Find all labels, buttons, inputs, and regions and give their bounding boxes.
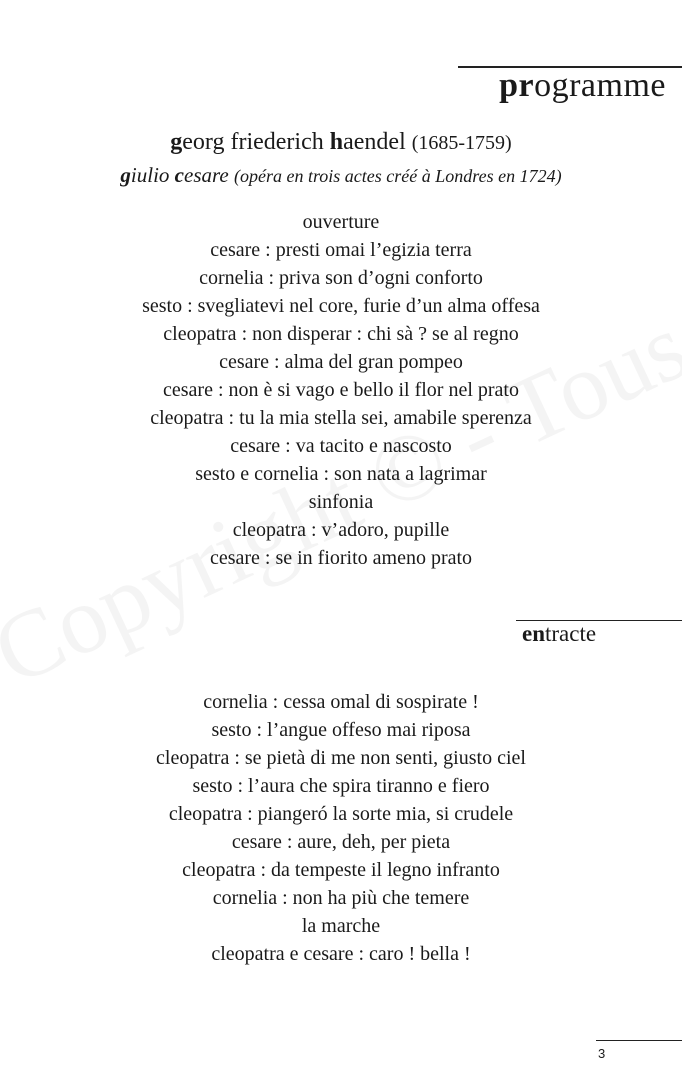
part-one-item: sinfonia bbox=[308, 491, 374, 513]
page-title-rest: ogramme bbox=[534, 67, 666, 104]
part-two-item: la marche bbox=[301, 915, 381, 937]
part-two-item: sesto : l’angue offeso mai riposa bbox=[211, 719, 471, 741]
part-two-item: cleopatra : piangeró la sorte mia, si crudele bbox=[168, 803, 514, 825]
page-title-lead: pr bbox=[499, 67, 535, 104]
part-one-item: cornelia : priva son d’ogni conforto bbox=[199, 267, 483, 289]
part-one-list bbox=[0, 208, 682, 572]
part-two-item: cleopatra : se pietà di me non senti, giusto ciel bbox=[156, 747, 526, 769]
part-two-item: cornelia : cessa omal di sospirate ! bbox=[203, 691, 479, 713]
part-one-item: cleopatra : v’adoro, pupille bbox=[232, 519, 450, 541]
entracte-heading-lead: en bbox=[522, 621, 545, 646]
part-one-item: cesare : se in fiorito ameno prato bbox=[209, 547, 473, 569]
work-note: (opéra en trois actes créé à Londres en 1724) bbox=[233, 166, 562, 186]
part-one-item: ouverture bbox=[302, 211, 380, 233]
part-one-item: sesto : svegliatevi nel core, furie d’un alma offesa bbox=[142, 295, 540, 317]
composer-initial-first: g bbox=[170, 129, 183, 155]
composer-surname: aendel bbox=[343, 129, 406, 155]
work-initial-first: g bbox=[120, 163, 131, 187]
part-two-item: cornelia : non ha più che temere bbox=[212, 887, 470, 909]
part-one-item: cesare : alma del gran pompeo bbox=[219, 351, 463, 373]
part-one-item: cleopatra : tu la mia stella sei, amabile sperenza bbox=[150, 407, 532, 429]
work-title-last: esare bbox=[184, 163, 229, 187]
composer-line bbox=[0, 126, 682, 159]
composer-dates: (1685-1759) bbox=[411, 132, 512, 154]
part-one-item: cesare : non è si vago e bello il flor nel prato bbox=[163, 379, 519, 401]
composer-initial-last: h bbox=[329, 129, 344, 155]
part-two-item: cleopatra : da tempeste il legno infranto bbox=[182, 859, 500, 881]
part-one-item: cleopatra : non disperar : chi sà ? se al regno bbox=[163, 323, 519, 345]
work-line bbox=[0, 160, 682, 191]
footer-rule bbox=[596, 1040, 682, 1041]
part-one-item: cesare : presti omai l’egizia terra bbox=[210, 239, 472, 261]
work-title-first: iulio bbox=[130, 163, 175, 187]
part-one-item: cesare : va tacito e nascosto bbox=[230, 435, 452, 457]
part-two-list bbox=[0, 688, 682, 968]
page-number: 3 bbox=[598, 1046, 606, 1061]
composer-first-names: eorg friederich bbox=[182, 129, 330, 155]
part-two-item: cleopatra e cesare : caro ! bella ! bbox=[211, 943, 471, 965]
page-title bbox=[499, 64, 666, 108]
part-one-item: sesto e cornelia : son nata a lagrimar bbox=[195, 463, 487, 485]
part-two-item: cesare : aure, deh, per pieta bbox=[231, 831, 451, 853]
entracte-heading-rest: tracte bbox=[545, 621, 597, 646]
work-initial-last: c bbox=[174, 163, 184, 187]
entracte-heading bbox=[522, 619, 596, 649]
part-two-item: sesto : l’aura che spira tiranno e fiero bbox=[192, 775, 490, 797]
